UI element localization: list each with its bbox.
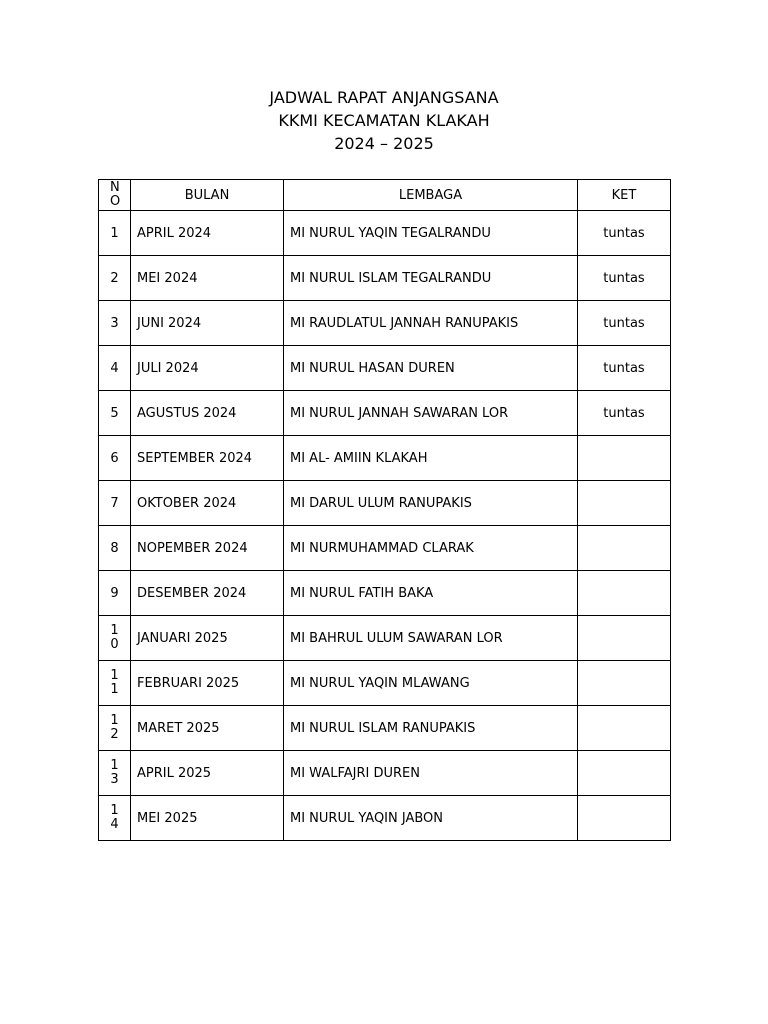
cell-bulan: JUNI 2024 <box>131 301 284 346</box>
cell-no: 11 <box>99 661 131 706</box>
cell-lembaga: MI NURUL FATIH BAKA <box>284 571 578 616</box>
cell-no: 14 <box>99 796 131 841</box>
cell-bulan: JULI 2024 <box>131 346 284 391</box>
cell-ket <box>578 751 671 796</box>
cell-ket: tuntas <box>578 391 671 436</box>
cell-ket <box>578 706 671 751</box>
cell-lembaga: MI WALFAJRI DUREN <box>284 751 578 796</box>
table-row <box>99 256 671 301</box>
table-row <box>99 481 671 526</box>
cell-ket <box>578 616 671 661</box>
cell-lembaga: MI BAHRUL ULUM SAWARAN LOR <box>284 616 578 661</box>
cell-ket: tuntas <box>578 256 671 301</box>
title-line-1: JADWAL RAPAT ANJANGSANA <box>269 88 499 107</box>
table-row <box>99 796 671 841</box>
table-header-row <box>99 180 671 211</box>
cell-ket: tuntas <box>578 301 671 346</box>
cell-bulan: OKTOBER 2024 <box>131 481 284 526</box>
cell-no: 8 <box>99 526 131 571</box>
cell-bulan: NOPEMBER 2024 <box>131 526 284 571</box>
cell-bulan: APRIL 2024 <box>131 211 284 256</box>
table-row <box>99 571 671 616</box>
cell-bulan: APRIL 2025 <box>131 751 284 796</box>
cell-bulan: SEPTEMBER 2024 <box>131 436 284 481</box>
cell-lembaga: MI NURMUHAMMAD CLARAK <box>284 526 578 571</box>
table-row <box>99 346 671 391</box>
title-line-3: 2024 – 2025 <box>334 134 434 153</box>
cell-lembaga: MI RAUDLATUL JANNAH RANUPAKIS <box>284 301 578 346</box>
cell-bulan: JANUARI 2025 <box>131 616 284 661</box>
cell-no: 6 <box>99 436 131 481</box>
cell-bulan: DESEMBER 2024 <box>131 571 284 616</box>
schedule-table <box>98 179 671 841</box>
cell-ket: tuntas <box>578 211 671 256</box>
table-row <box>99 526 671 571</box>
cell-ket <box>578 661 671 706</box>
cell-no: 13 <box>99 751 131 796</box>
cell-ket: tuntas <box>578 346 671 391</box>
table-row <box>99 751 671 796</box>
cell-bulan: AGUSTUS 2024 <box>131 391 284 436</box>
cell-lembaga: MI NURUL YAQIN TEGALRANDU <box>284 211 578 256</box>
cell-lembaga: MI NURUL ISLAM TEGALRANDU <box>284 256 578 301</box>
header-bulan: BULAN <box>131 180 284 211</box>
cell-no: 1 <box>99 211 131 256</box>
cell-ket <box>578 796 671 841</box>
table-row <box>99 661 671 706</box>
table-row <box>99 436 671 481</box>
cell-ket <box>578 481 671 526</box>
cell-ket <box>578 526 671 571</box>
title-line-2: KKMI KECAMATAN KLAKAH <box>278 111 490 130</box>
cell-no: 4 <box>99 346 131 391</box>
cell-no: 9 <box>99 571 131 616</box>
cell-no: 10 <box>99 616 131 661</box>
table-row <box>99 391 671 436</box>
cell-bulan: FEBRUARI 2025 <box>131 661 284 706</box>
cell-no: 12 <box>99 706 131 751</box>
cell-ket <box>578 571 671 616</box>
header-lembaga: LEMBAGA <box>284 180 578 211</box>
cell-lembaga: MI NURUL YAQIN JABON <box>284 796 578 841</box>
cell-bulan: MEI 2025 <box>131 796 284 841</box>
table-row <box>99 706 671 751</box>
cell-bulan: MARET 2025 <box>131 706 284 751</box>
cell-lembaga: MI NURUL ISLAM RANUPAKIS <box>284 706 578 751</box>
cell-ket <box>578 436 671 481</box>
cell-lembaga: MI AL- AMIIN KLAKAH <box>284 436 578 481</box>
cell-lembaga: MI DARUL ULUM RANUPAKIS <box>284 481 578 526</box>
header-ket: KET <box>578 180 671 211</box>
document-title <box>0 86 768 155</box>
cell-no: 3 <box>99 301 131 346</box>
cell-no: 7 <box>99 481 131 526</box>
cell-no: 2 <box>99 256 131 301</box>
cell-no: 5 <box>99 391 131 436</box>
cell-lembaga: MI NURUL HASAN DUREN <box>284 346 578 391</box>
cell-lembaga: MI NURUL JANNAH SAWARAN LOR <box>284 391 578 436</box>
table-row <box>99 301 671 346</box>
cell-bulan: MEI 2024 <box>131 256 284 301</box>
table-row <box>99 211 671 256</box>
cell-lembaga: MI NURUL YAQIN MLAWANG <box>284 661 578 706</box>
header-no: NO <box>99 180 131 211</box>
table-body <box>99 211 671 841</box>
table-row <box>99 616 671 661</box>
